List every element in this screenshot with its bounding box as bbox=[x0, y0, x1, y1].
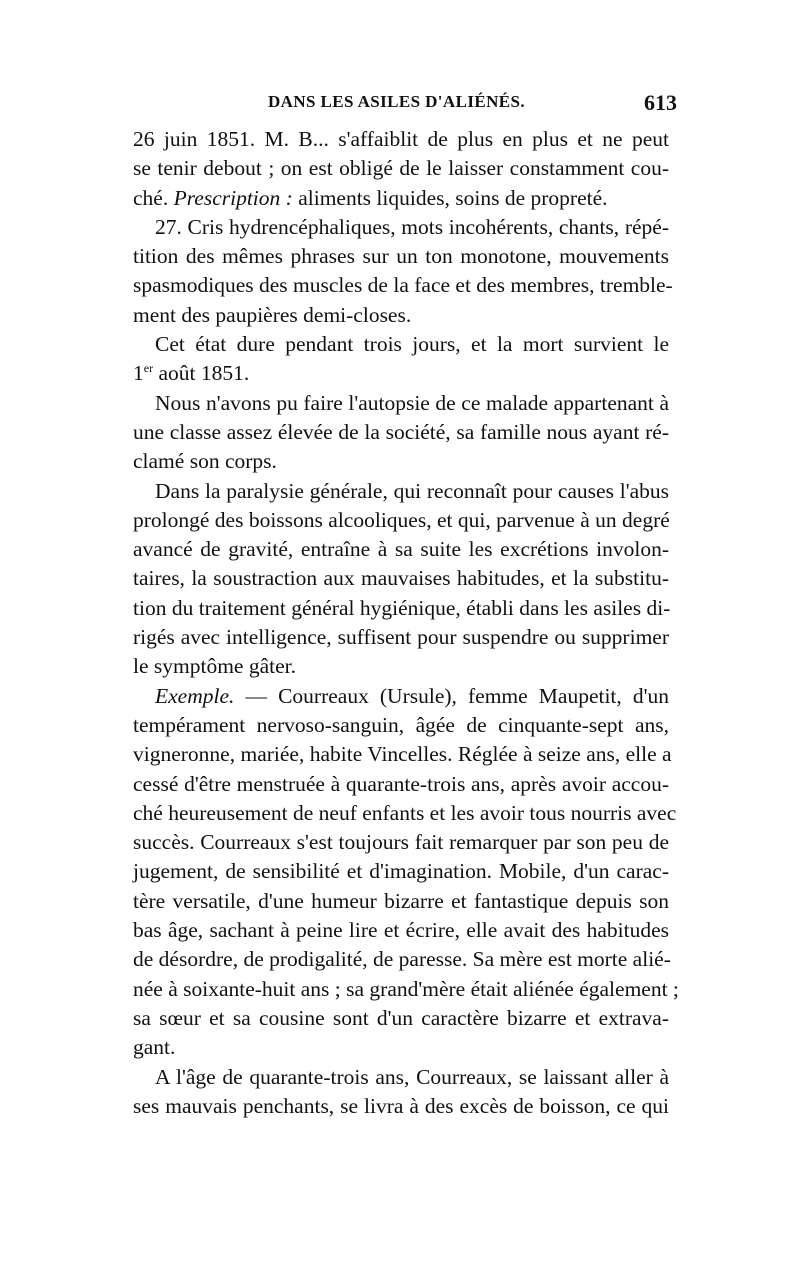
text-line: tion du traitement général hygiénique, établi dans les asiles di- bbox=[133, 595, 671, 620]
text-line: prolongé des boissons alcooliques, et qui, parvenue à un degré bbox=[133, 507, 670, 532]
text-line: Dans la paralysie générale, qui reconnaît pour causes l'abus bbox=[155, 478, 669, 503]
text-line: se tenir debout ; on est obligé de le laisser constamment cou- bbox=[133, 156, 669, 181]
text-line: 27. Cris hydrencéphaliques, mots incohérents, chants, répé- bbox=[155, 214, 669, 239]
text-line: gant. bbox=[133, 1035, 176, 1060]
page-header bbox=[133, 90, 677, 122]
text-line: clamé son corps. bbox=[133, 449, 277, 474]
text-line: sa sœur et sa cousine sont d'un caractère bizarre et extrava- bbox=[133, 1005, 669, 1030]
text-line: taires, la soustraction aux mauvaises habitudes, et la substitu- bbox=[133, 566, 669, 591]
text-line: 26 juin 1851. M. B... s'affaiblit de plus en plus et ne peut bbox=[133, 127, 669, 151]
text-line: cessé d'être menstruée à quarante-trois ans, après avoir accou- bbox=[133, 771, 669, 796]
text-line: le symptôme gâter. bbox=[133, 654, 297, 679]
running-head: DANS LES ASILES D'ALIÉNÉS. bbox=[268, 92, 525, 111]
superscript: er bbox=[143, 361, 154, 376]
text-line: ment des paupières demi-closes. bbox=[133, 302, 412, 327]
text-fragment: 1 bbox=[133, 361, 144, 386]
text-line: A l'âge de quarante-trois ans, Courreaux, se laissant aller à bbox=[155, 1064, 669, 1089]
text-line: tempérament nervoso-sanguin, âgée de cinquante-sept ans, bbox=[133, 712, 669, 737]
text-line: Cet état dure pendant trois jours, et la mort survient le bbox=[155, 332, 669, 357]
text-line bbox=[133, 682, 669, 711]
text-line bbox=[133, 184, 669, 213]
text-fragment: ché. bbox=[133, 185, 174, 210]
text-line: tère versatile, d'une humeur bizarre et fantastique depuis son bbox=[133, 888, 669, 913]
text-line: vigneronne, mariée, habite Vincelles. Réglée à seize ans, elle a bbox=[133, 742, 672, 767]
text-line: tition des mêmes phrases sur un ton monotone, mouvements bbox=[133, 244, 669, 269]
text-line: bas âge, sachant à peine lire et écrire, elle avait des habitudes bbox=[133, 918, 669, 943]
page-number: 613 bbox=[644, 90, 677, 115]
text-fragment: aliments liquides, soins de propreté. bbox=[292, 185, 608, 210]
text-line: ses mauvais penchants, se livra à des excès de boisson, ce qui bbox=[133, 1093, 669, 1118]
text-line: rigés avec intelligence, suffisent pour suspendre ou supprimer bbox=[133, 625, 669, 650]
text-line: ché heureusement de neuf enfants et les avoir tous nourris avec bbox=[133, 800, 677, 825]
text-line: une classe assez élevée de la société, sa famille nous ayant ré- bbox=[133, 419, 669, 444]
text-line: spasmodiques des muscles de la face et des membres, tremble- bbox=[133, 273, 673, 298]
text-line: Nous n'avons pu faire l'autopsie de ce malade appartenant à bbox=[155, 390, 669, 415]
italic-term: Prescription : bbox=[173, 185, 293, 210]
italic-term: Exemple. bbox=[155, 683, 235, 708]
text-line: jugement, de sensibilité et d'imagination. Mobile, d'un carac- bbox=[133, 859, 669, 884]
text-line: née à soixante-huit ans ; sa grand'mère était aliénée également ; bbox=[133, 976, 679, 1001]
text-fragment: — Courreaux (Ursule), femme Maupetit, d'un bbox=[234, 683, 669, 708]
body-text bbox=[133, 125, 679, 1121]
text-line: de désordre, de prodigalité, de paresse. Sa mère est morte alié- bbox=[133, 947, 671, 972]
text-line: avancé de gravité, entraîne à sa suite les excrétions involon- bbox=[133, 537, 669, 562]
text-line bbox=[133, 359, 669, 388]
text-line: succès. Courreaux s'est toujours fait remarquer par son peu de bbox=[133, 830, 669, 855]
text-fragment: août 1851. bbox=[153, 361, 250, 386]
